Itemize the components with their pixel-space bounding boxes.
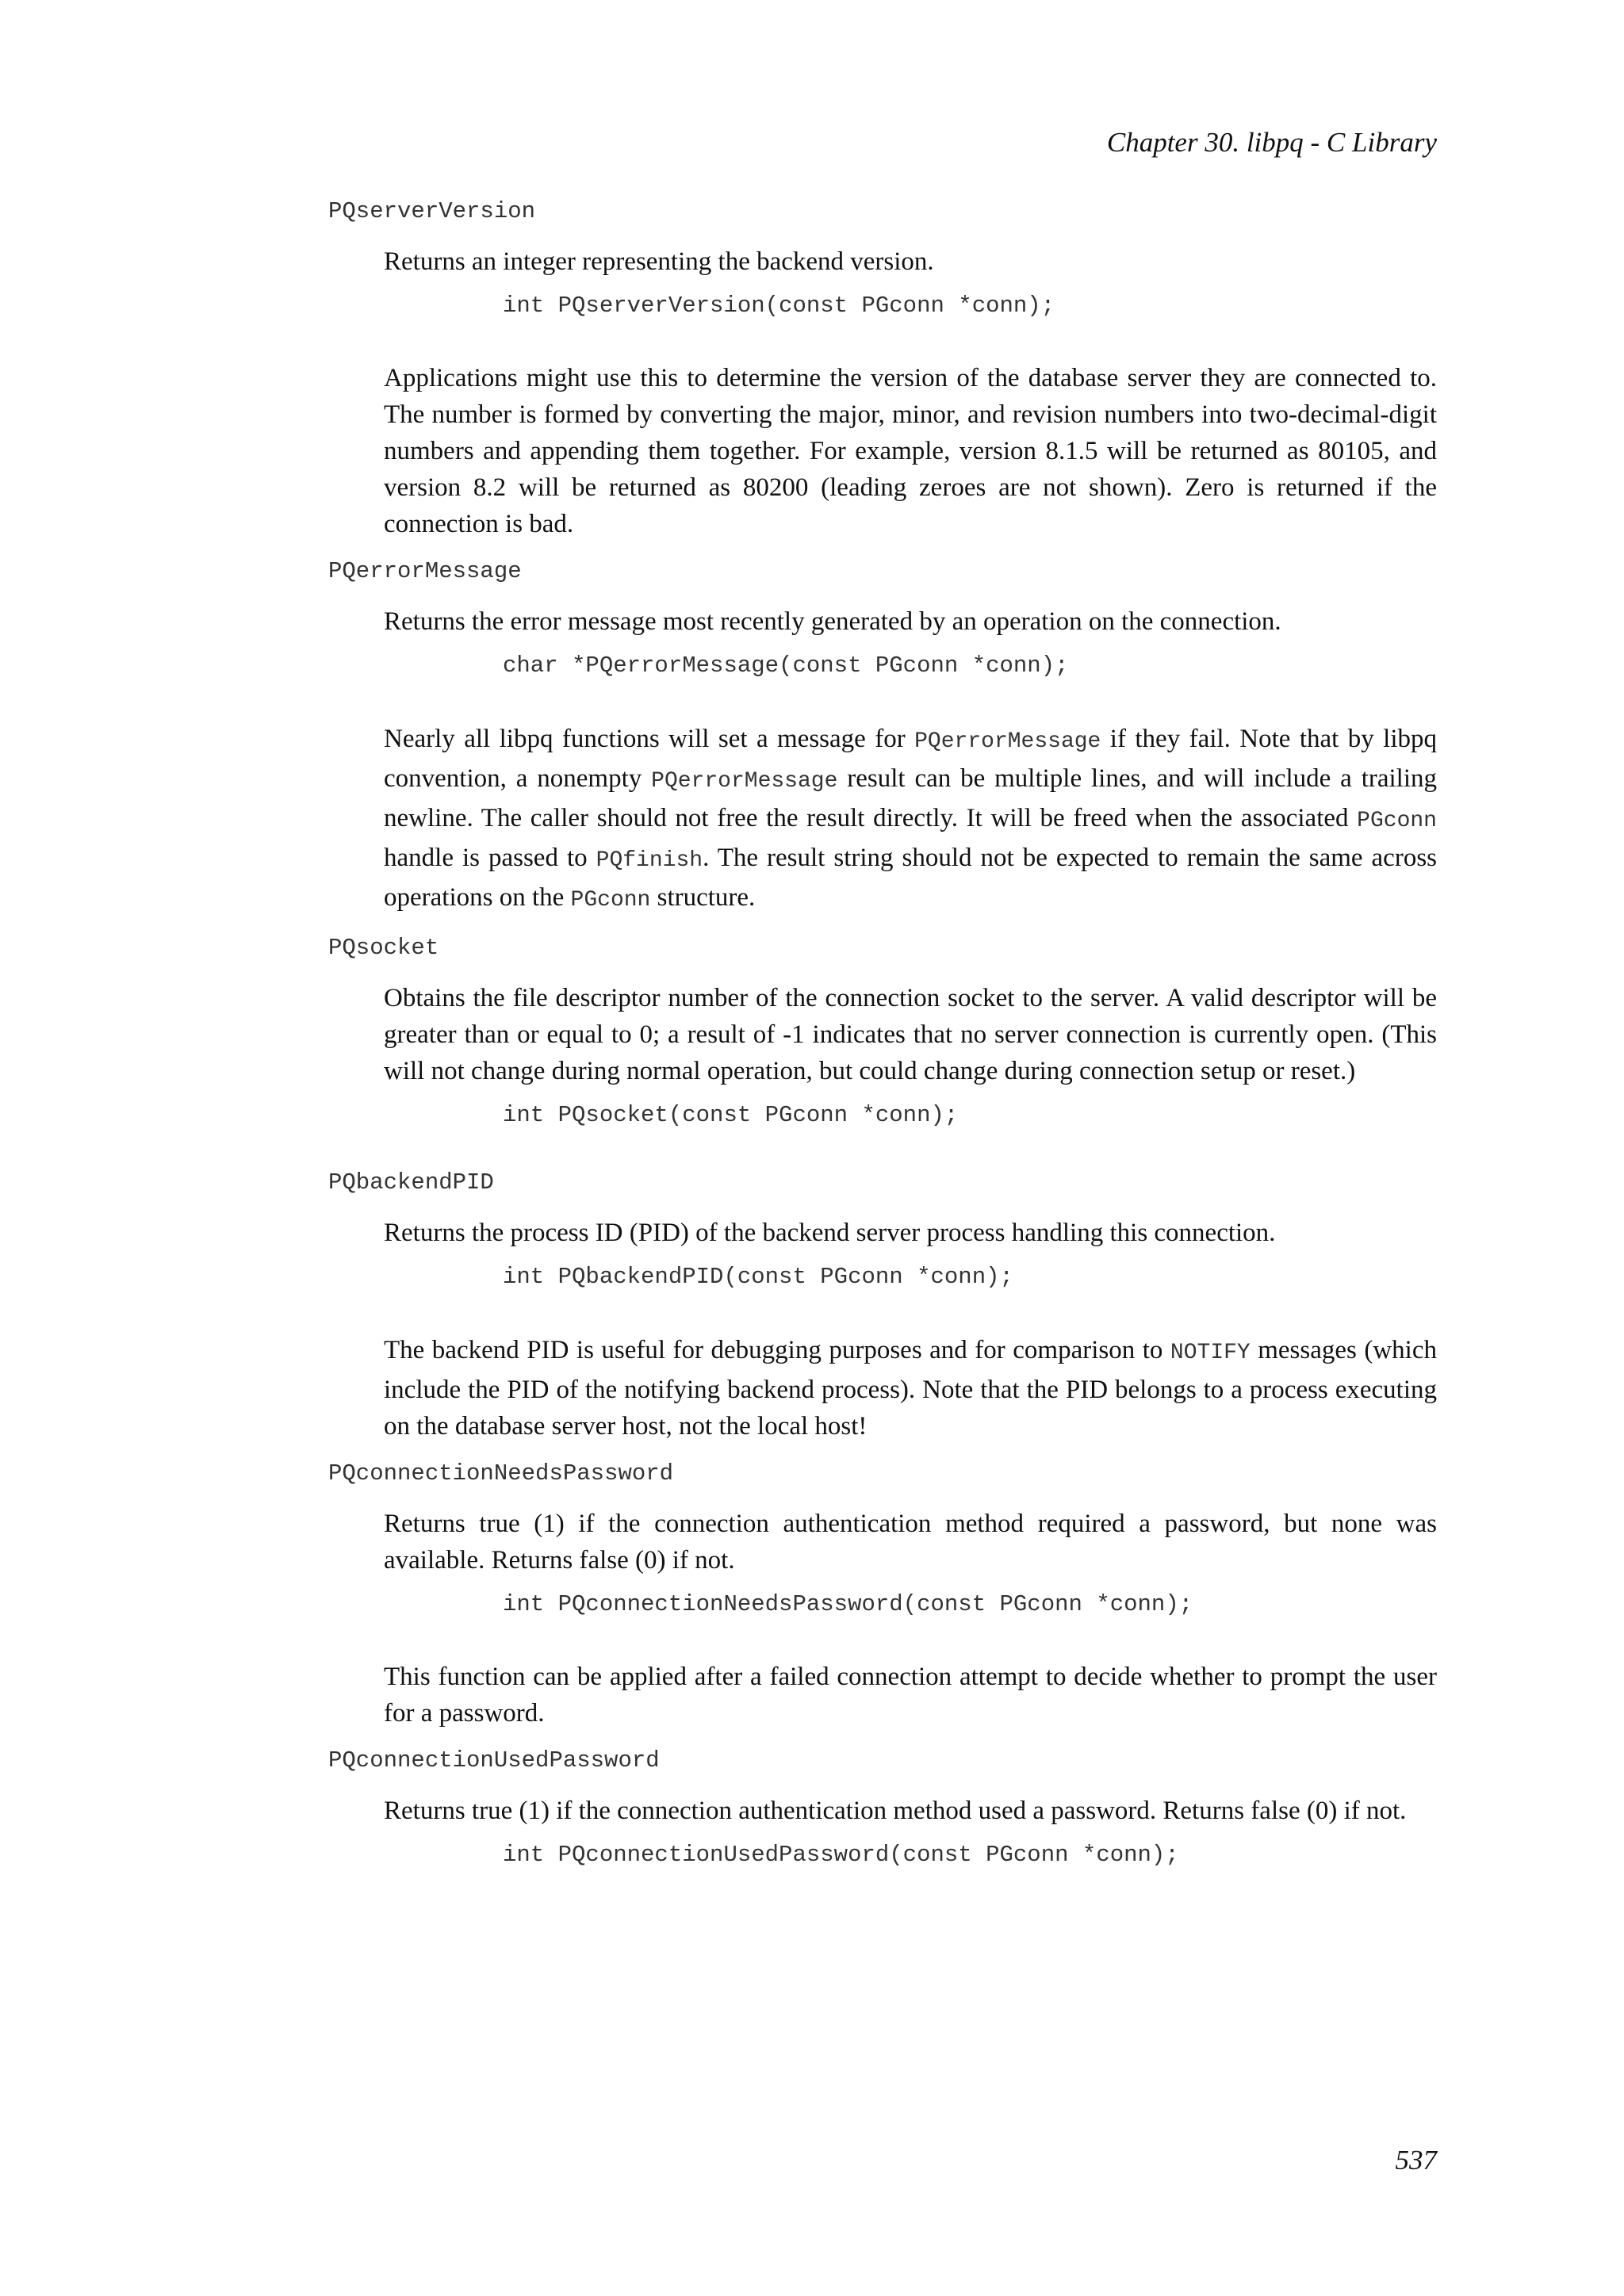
entry-pqserverversion xyxy=(328,198,1437,542)
note-text: The backend PID is useful for debugging purposes and for comparison to xyxy=(384,1335,1170,1364)
function-synopsis: int PQconnectionUsedPassword(const PGconn *conn); xyxy=(503,1842,1179,1869)
note-text: structure. xyxy=(650,882,756,912)
function-description: Obtains the file descriptor number of the connection socket to the server. A valid descriptor will be greater than or equal to 0; a result of -1 indicates that no server connection is currently open. (This will not change during normal operation, but could change during connection setup or reset.) xyxy=(384,983,1437,1085)
entry-body xyxy=(384,1506,1437,1732)
entry-pqsocket xyxy=(328,935,1437,1130)
page-content xyxy=(328,198,1437,1894)
function-synopsis: char *PQerrorMessage(const PGconn *conn); xyxy=(503,652,1069,679)
function-term: PQserverVersion xyxy=(328,198,536,224)
entry-pqconnectionneedspassword xyxy=(328,1460,1437,1732)
note-text: . The result string should not be expected to remain the same across operations on the xyxy=(384,843,1437,912)
function-term: PQconnectionNeedsPassword xyxy=(328,1460,674,1487)
note-text: if they fail. Note that by libpq convention, a nonempty xyxy=(384,724,1437,793)
function-note xyxy=(384,721,1437,919)
entry-pqbackendpid xyxy=(328,1169,1437,1444)
note-text: Nearly all libpq functions will set a message for xyxy=(384,724,915,753)
function-synopsis: int PQsocket(const PGconn *conn); xyxy=(503,1101,959,1128)
code-literal: PQerrorMessage xyxy=(651,768,838,794)
function-description: Returns true (1) if the connection authentication method used a password. Returns false (0) if not. xyxy=(384,1797,1407,1826)
function-description: Returns the process ID (PID) of the backend server process handling this connection. xyxy=(384,1219,1276,1248)
function-synopsis: int PQbackendPID(const PGconn *conn); xyxy=(503,1264,1013,1291)
note-text: messages (which include the PID of the notifying backend process). Note that the PID belongs to a process executing on the database server host, not the local host! xyxy=(384,1335,1437,1441)
entry-body xyxy=(384,980,1437,1131)
code-literal: PQfinish xyxy=(596,848,703,873)
code-literal: NOTIFY xyxy=(1170,1340,1251,1365)
entry-body xyxy=(384,243,1437,543)
function-term: PQsocket xyxy=(328,934,439,961)
entry-pqconnectionusedpassword xyxy=(328,1747,1437,1869)
function-note xyxy=(384,1332,1437,1445)
note-text: result can be multiple lines, and will include a trailing newline. The caller should not free the result directly. It will be freed when the associated xyxy=(384,763,1437,832)
note-text: handle is passed to xyxy=(384,843,596,872)
function-term: PQerrorMessage xyxy=(328,558,522,585)
function-term: PQconnectionUsedPassword xyxy=(328,1747,660,1774)
entry-body xyxy=(384,1215,1437,1445)
function-description: Returns true (1) if the connection authentication method required a password, but none was available. Returns false (0) if not. xyxy=(384,1509,1437,1575)
function-description: Returns the error message most recently generated by an operation on the connection. xyxy=(384,607,1281,637)
page-number: 537 xyxy=(1395,2145,1437,2175)
entry-body xyxy=(384,603,1437,919)
running-header: Chapter 30. libpq - C Library xyxy=(1106,127,1437,158)
entry-pqerrormessage xyxy=(328,558,1437,918)
entry-body xyxy=(384,1793,1437,1870)
code-literal: PGconn xyxy=(570,887,651,913)
function-note: This function can be applied after a failed connection attempt to decide whether to prompt the user for a password. xyxy=(384,1663,1437,1728)
function-term: PQbackendPID xyxy=(328,1169,494,1196)
code-literal: PGconn xyxy=(1357,808,1437,833)
function-note: Applications might use this to determine the version of the database server they are connected to. The number is formed by converting the major, minor, and revision numbers into two-decimal-digit numbers and appending them together. For example, version 8.1.5 will be returned as 80105, and version 8.2 will be returned as 80200 (leading zeroes are not shown). Zero is returned if the connection is bad. xyxy=(384,364,1437,539)
function-synopsis: int PQconnectionNeedsPassword(const PGconn *conn); xyxy=(503,1590,1193,1617)
function-description: Returns an integer representing the backend version. xyxy=(384,247,934,276)
code-literal: PQerrorMessage xyxy=(914,729,1101,754)
function-synopsis: int PQserverVersion(const PGconn *conn); xyxy=(503,292,1055,319)
